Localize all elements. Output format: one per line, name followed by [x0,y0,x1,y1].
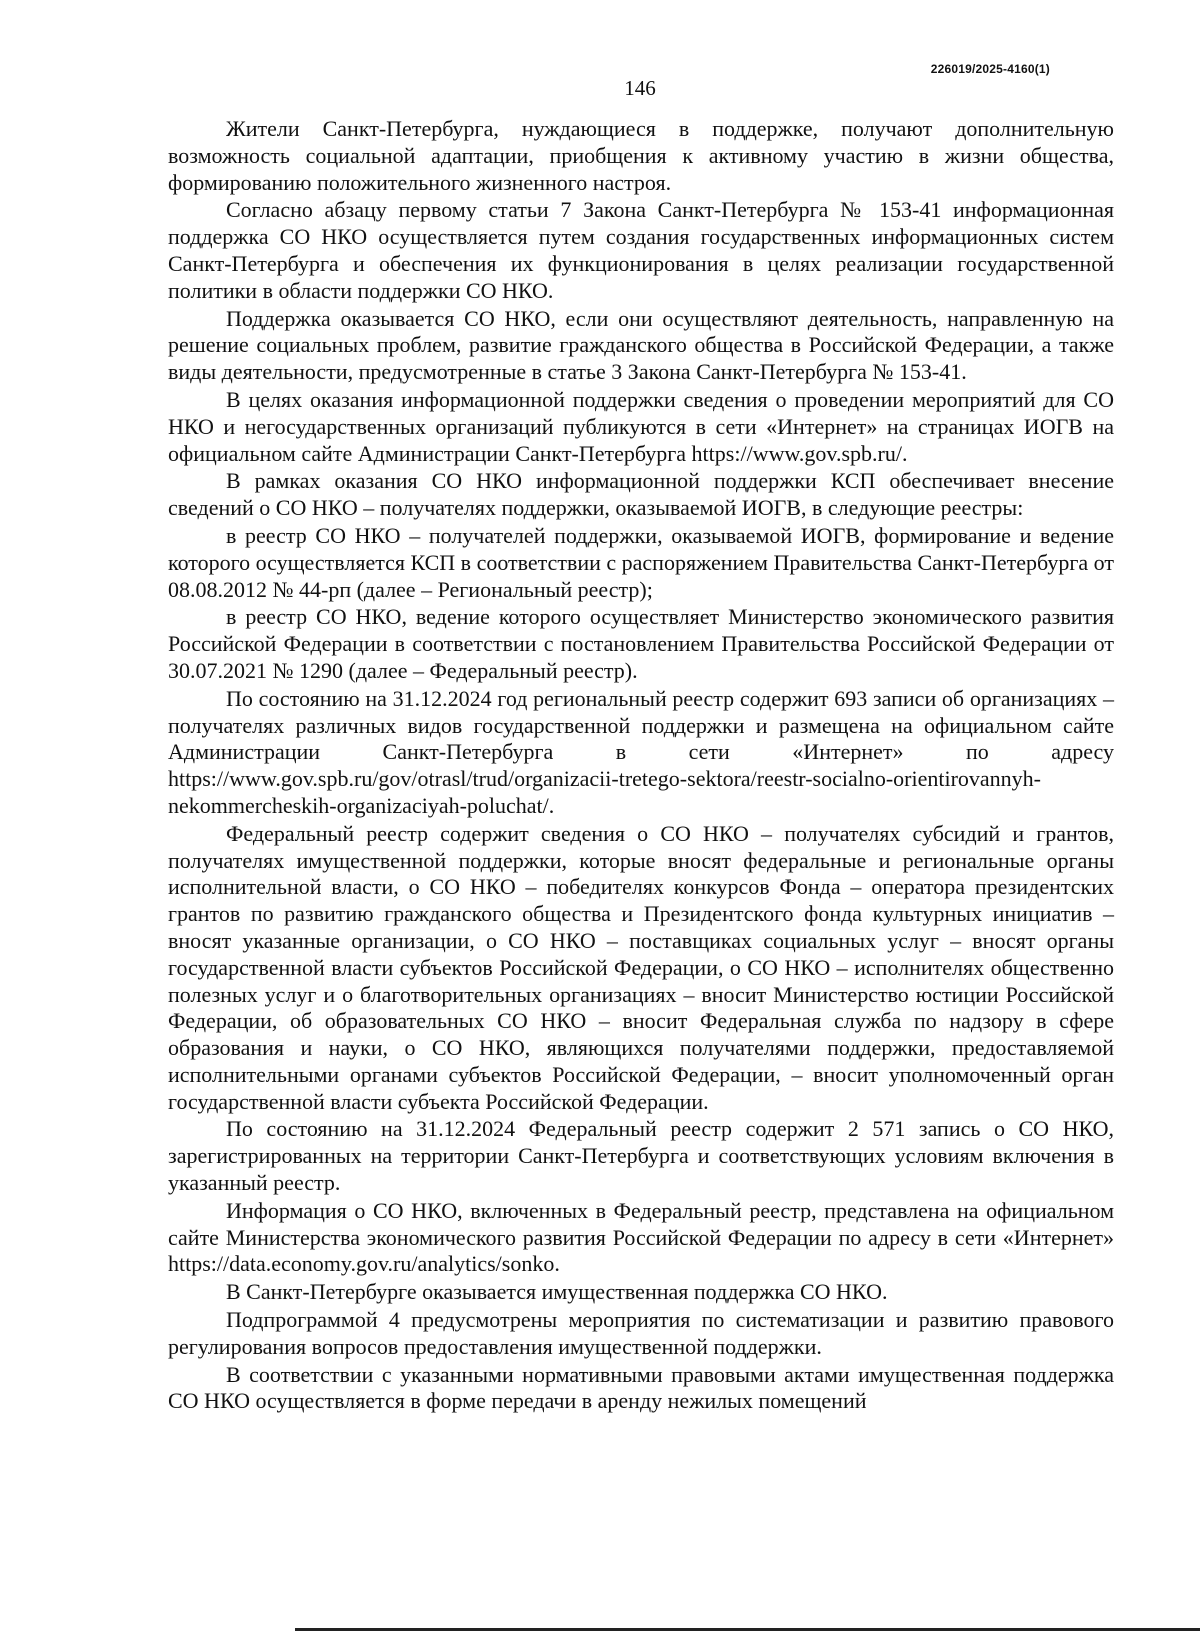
page-number: 146 [624,76,656,100]
paragraph: Информация о СО НКО, включенных в Федеральный реестр, представлена на официальном сайте Министерства экономического развития Российской Федерации по адресу в сети «Интернет» https://data.economy.gov.ru/analytics/sonko. [168,1197,1114,1277]
document-body [168,116,1114,1416]
paragraph: Подпрограммой 4 предусмотрены мероприятия по систематизации и развитию правового регулирования вопросов предоставления имущественной поддержки. [168,1307,1114,1359]
paragraph: В рамках оказания СО НКО информационной поддержки КСП обеспечивает внесение сведений о СО НКО – получателях поддержки, оказываемой ИОГВ, в следующие реестры: [168,468,1114,521]
paragraph: Жители Санкт-Петербурга, нуждающиеся в поддержке, получают дополнительную возможность социальной адаптации, приобщения к активному участию в жизни общества, формированию положительного жизненного настроя. [168,116,1114,195]
paragraph: Согласно абзацу первому статьи 7 Закона Санкт-Петербурга № 153-41 информационная поддержка СО НКО осуществляется путем создания государственных информационных систем Санкт-Петербурга и обеспечения их функционирования в целях реализации государственной политики в области поддержки СО НКО. [168,197,1114,303]
paragraph: Поддержка оказывается СО НКО, если они осуществляют деятельность, направленную на решение социальных проблем, развитие гражданского общества в Российской Федерации, а также виды деятельности, предусмотренные в статье 3 Закона Санкт-Петербурга № 153-41. [168,305,1114,385]
paragraph: в реестр СО НКО – получателей поддержки, оказываемой ИОГВ, формирование и ведение которого осуществляется КСП в соответствии с распоряжением Правительства Санкт-Петербурга от 08.08.2012 № 44-рп (далее – Региональный реестр); [168,522,1114,602]
paragraph: В Санкт-Петербурге оказывается имущественная поддержка СО НКО. [226,1279,888,1305]
paragraph: в реестр СО НКО, ведение которого осуществляет Министерство экономического развития Российской Федерации в соответствии с постановлением Правительства Российской Федерации от 30.07.2021 № 1290 (далее – Федеральный реестр). [168,604,1114,683]
document-registration-number: 226019/2025-4160(1) [930,62,1050,76]
paragraph: Федеральный реестр содержит сведения о СО НКО – получателях субсидий и грантов, получателях имущественной поддержки, которые вносят федеральные и региональные органы исполнительной власти, о СО НКО – победителях конкурсов Фонда – оператора президентских грантов по развитию гражданского общества и Президентского фонда культурных инициатив – вносят указанные организации, о СО НКО – поставщиках социальных услуг – вносят органы государственной власти субъектов Российской Федерации, о СО НКО – исполнителях общественно полезных услуг и о благотворительных организациях – вносит Министерство юстиции Российской Федерации, об образовательных СО НКО – вносит Федеральная служба по надзору в сфере образования и науки, о СО НКО, являющихся получателями поддержки, предоставляемой исполнительными органами субъектов Российской Федерации, – вносит уполномоченный орган государственной власти субъекта Российской Федерации. [168,820,1114,1114]
paragraph: В соответствии с указанными нормативными правовыми актами имущественная поддержка СО НКО осуществляется в форме передачи в аренду нежилых помещений [168,1361,1114,1414]
paragraph: В целях оказания информационной поддержки сведения о проведении мероприятий для СО НКО и негосударственных организаций публикуются в сети «Интернет» на страницах ИОГВ на официальном сайте Администрации Санкт-Петербурга https://www.gov.spb.ru/. [168,386,1114,466]
paragraph: По состоянию на 31.12.2024 Федеральный реестр содержит 2 571 запись о СО НКО, зарегистрированных на территории Санкт-Петербурга и соответствующих условиям включения в указанный реестр. [168,1116,1114,1196]
paragraph: По состоянию на 31.12.2024 год региональный реестр содержит 693 записи об организациях – получателях различных видов государственной поддержки и размещена на официальном сайте Администрации Санкт-Петербурга в сети «Интернет» по адресу https://www.gov.spb.ru/gov/otrasl/trud/organizacii-tretego-sektora/reestr-socialno-orientirovannyh-nekommercheskih-organizaciyah-poluchat/. [168,685,1114,818]
